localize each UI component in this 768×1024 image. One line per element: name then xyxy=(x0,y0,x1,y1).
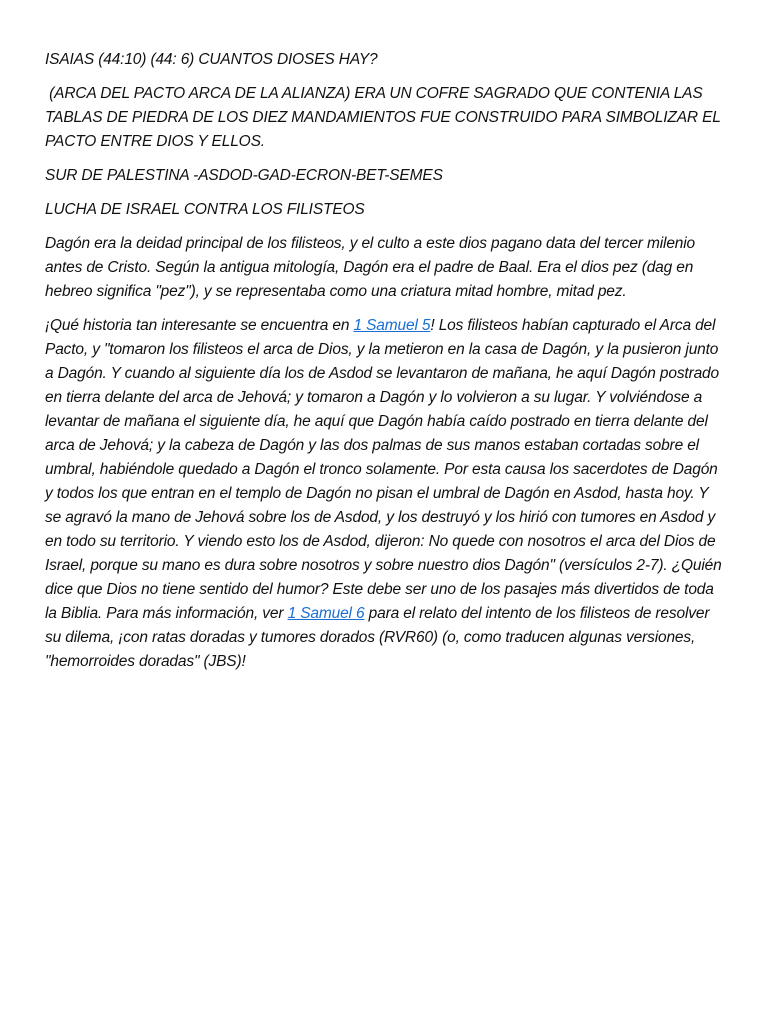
link-1-samuel-5[interactable]: 1 Samuel 5 xyxy=(353,317,431,334)
document-heading: ISAIAS (44:10) (44: 6) CUANTOS DIOSES HAY? xyxy=(45,51,378,68)
story-paragraph xyxy=(45,314,725,674)
dagon-paragraph: Dagón era la deidad principal de los filisteos, y el culto a este dios pagano data del tercer milenio antes de Cristo. Según la antigua mitología, Dagón era el padre de Baal. Era el dios pez (dag en hebreo significa "pez"), y se representaba como una criatura mitad hombre, mitad pez. xyxy=(45,235,696,300)
story-text-part1: ¡Qué historia tan interesante se encuentra en xyxy=(45,317,354,334)
document-body xyxy=(45,48,725,684)
struggle-line: LUCHA DE ISRAEL CONTRA LOS FILISTEOS xyxy=(45,201,365,218)
ark-paragraph: (ARCA DEL PACTO ARCA DE LA ALIANZA) ERA UN COFRE SAGRADO QUE CONTENIA LAS TABLAS DE PIEDRA DE LOS DIEZ MANDAMIENTOS FUE CONSTRUIDO PARA SIMBOLIZAR EL PACTO ENTRE DIOS Y ELLOS. xyxy=(45,85,725,150)
places-line: SUR DE PALESTINA -ASDOD-GAD-ECRON-BET-SEMES xyxy=(45,167,443,184)
story-text-part3: para el relato del intento de los filisteos de resolver su dilema, ¡con ratas doradas y tumores dorados (RVR60) (o, como traducen algunas versiones, "hemorroides doradas" (JBS)! xyxy=(45,605,710,670)
story-text-part2: ! Los filisteos habían capturado el Arca del Pacto, y "tomaron los filisteos el arca de Dios, y la metieron en la casa de Dagón, y la pusieron junto a Dagón. Y cuando al siguiente día los de Asdod se levantaron de mañana, he aquí Dagón postrado en tierra delante del arca de Jehová; y tomaron a Dagón y lo volvieron a su lugar. Y volviéndose a levantar de mañana el siguiente día, he aquí que Dagón había caído postrado en tierra delante del arca de Jehová; y la cabeza de Dagón y las dos palmas de sus manos estaban cortadas sobre el umbral, habiéndole quedado a Dagón el tronco solamente. Por esta causa los sacerdotes de Dagón y todos los que entran en el templo de Dagón no pisan el umbral de Dagón en Asdod, hasta hoy. Y se agravó la mano de Jehová sobre los de Asdod, y los destruyó y los hirió con tumores en Asdod y en todo su territorio. Y viendo esto los de Asdod, dijeron: No quede con nosotros el arca del Dios de Israel, porque su mano es dura sobre nosotros y sobre nuestro dios Dagón" (versículos 2-7). ¿Quién dice que Dios no tiene sentido del humor? Este debe ser uno de los pasajes más divertidos de toda la Biblia. Para más información, ver xyxy=(45,317,722,622)
link-1-samuel-6[interactable]: 1 Samuel 6 xyxy=(287,605,365,622)
